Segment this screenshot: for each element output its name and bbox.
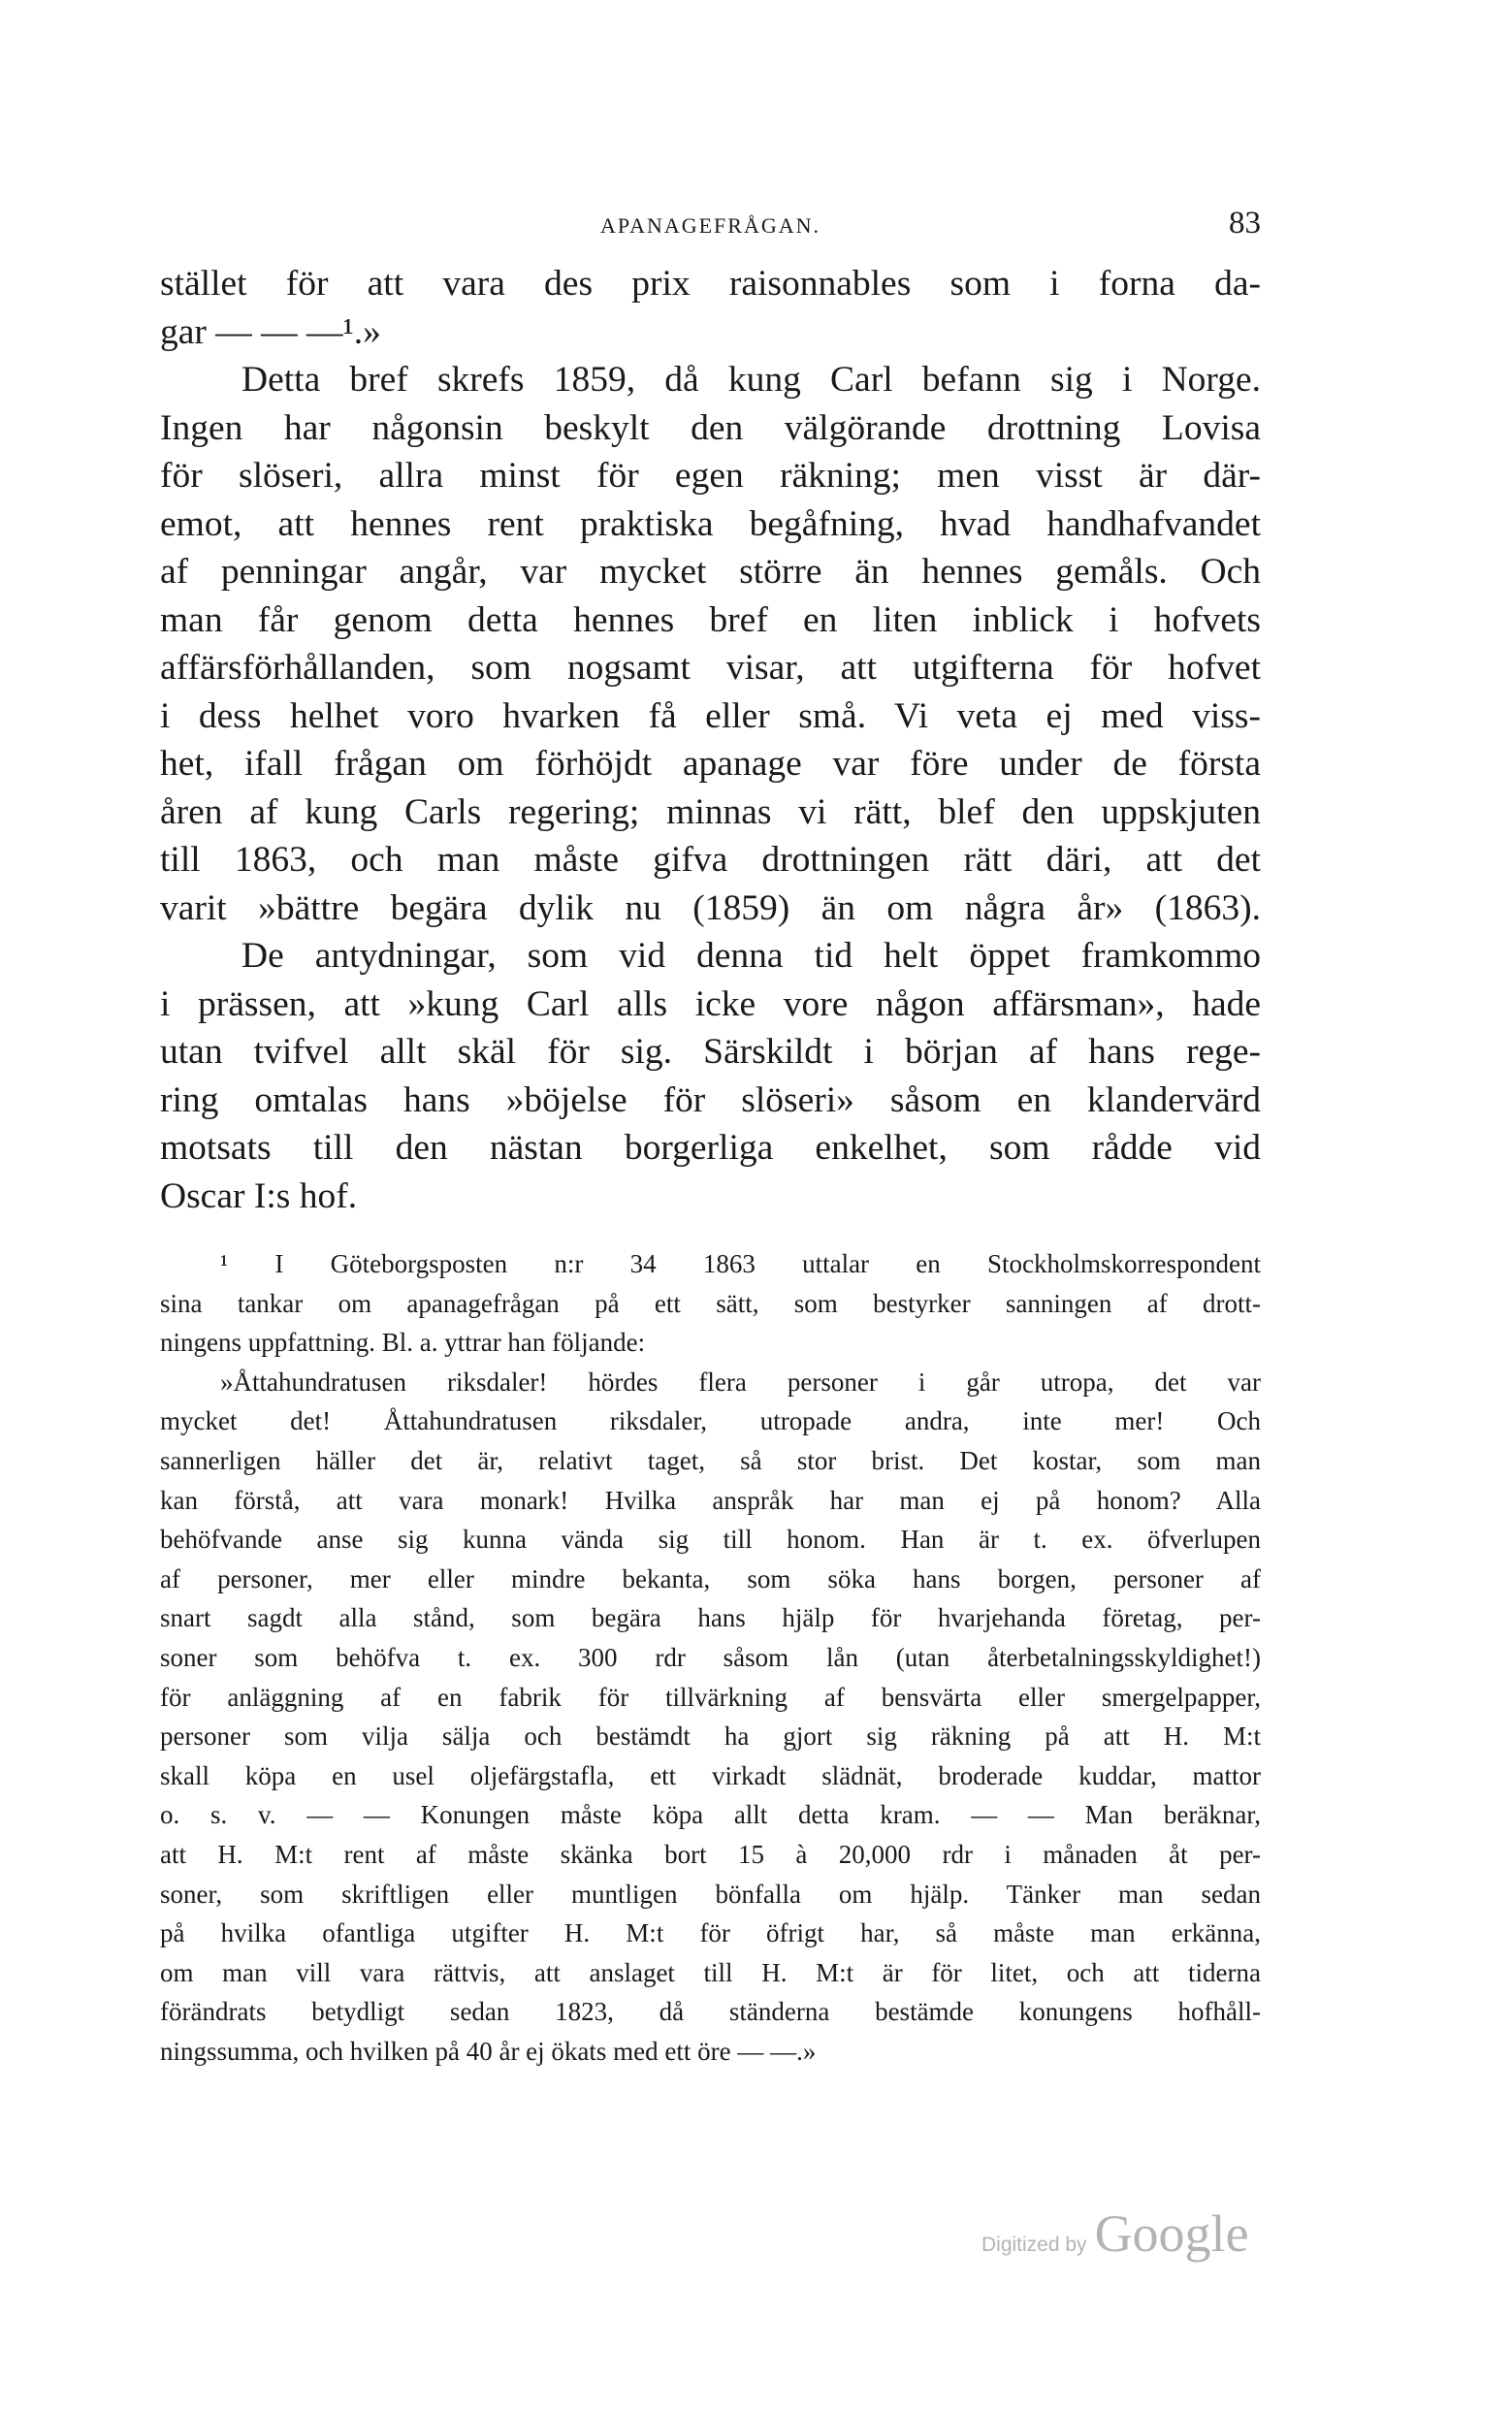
footnote-line: soner som behöfva t. ex. 300 rdr såsom lån (utan återbetalningsskyldighet!) [160, 1642, 1261, 1672]
text-line: för slöseri, allra minst för egen räkning; men visst är där- [160, 456, 1261, 496]
text-line: Ingen har någonsin beskylt den välgörande drottning Lovisa [160, 407, 1261, 448]
text-line: i dess helhet voro hvarken få eller små. Vi veta ej med viss- [160, 695, 1261, 736]
footnote-line: kan förstå, att vara monark! Hvilka anspråk har man ej på honom? Alla [160, 1485, 1261, 1515]
text-line: man får genom detta hennes bref en liten inblick i hofvets [160, 599, 1261, 640]
text-line: motsats till den nästan borgerliga enkelhet, som rådde vid [160, 1128, 1261, 1168]
text-line: Oscar I:s hof. [160, 1175, 358, 1216]
page-number: 83 [1229, 206, 1261, 241]
text-line: varit »bättre begära dylik nu (1859) än om några år» (1863). [160, 887, 1261, 928]
text-line: utan tvifvel allt skäl för sig. Särskildt i början af hans rege- [160, 1032, 1261, 1072]
footnote-line: sannerligen häller det är, relativt taget, så stor brist. Det kostar, som man [160, 1445, 1261, 1475]
main-text [160, 260, 1261, 1220]
footnote-line: om man vill vara rättvis, att anslaget till H. M:t är för litet, och att tiderna [160, 1957, 1261, 1987]
footnote [160, 1244, 1261, 2071]
digitized-watermark [981, 2204, 1249, 2271]
footnote-line: snart sagdt alla stånd, som begära hans hjälp för hvarjehanda företag, per- [160, 1603, 1261, 1633]
footnote-line: o. s. v. — — Konungen måste köpa allt detta kram. — — Man beräknar, [160, 1800, 1261, 1830]
footnote-line: att H. M:t rent af måste skänka bort 15 à 20,000 rdr i månaden åt per- [160, 1839, 1261, 1869]
running-title: APANAGEFRÅGAN. [599, 213, 821, 238]
footnote-line: sina tankar om apanagefrågan på ett sätt, som bestyrker sanningen af drott- [160, 1288, 1261, 1318]
footnote-line: skall köpa en usel oljefärgstafla, ett virkadt slädnät, broderade kuddar, mattor [160, 1760, 1261, 1790]
digitized-label: Digitized by [981, 2234, 1087, 2256]
text-line: emot, att hennes rent praktiska begåfning, hvad handhafvandet [160, 503, 1261, 544]
footnote-line: ningens uppfattning. Bl. a. yttrar han följande: [160, 1328, 646, 1358]
text-line: åren af kung Carls regering; minnas vi rätt, blef den uppskjuten [160, 791, 1261, 832]
text-line: gar — — —¹.» [160, 311, 381, 352]
text-line: i prässen, att »kung Carl alls icke vore någon affärsman», hade [160, 983, 1261, 1024]
text-line: af penningar angår, var mycket större än hennes gemåls. Och [160, 552, 1261, 592]
text-line: Detta bref skrefs 1859, då kung Carl befann sig i Norge. [241, 360, 1261, 400]
text-line: het, ifall frågan om förhöjdt apanage var före under de första [160, 744, 1261, 784]
text-line: till 1863, och man måste gifva drottningen rätt däri, att det [160, 840, 1261, 880]
footnote-line: förändrats betydligt sedan 1823, då ständerna bestämde konungens hofhåll- [160, 1997, 1261, 2027]
footnote-line: för anläggning af en fabrik för tillvärkning af bensvärta eller smergelpapper, [160, 1682, 1261, 1712]
footnote-line: mycket det! Åttahundratusen riksdaler, utropade andra, inte mer! Och [160, 1406, 1261, 1436]
footnote-line: på hvilka ofantliga utgifter H. M:t för öfrigt har, så måste man erkänna, [160, 1918, 1261, 1948]
footnote-line: personer som vilja sälja och bestämdt ha gjort sig räkning på att H. M:t [160, 1721, 1261, 1752]
footnote-line: »Åttahundratusen riksdaler! hördes flera personer i går utropa, det var [220, 1367, 1261, 1397]
text-line: De antydningar, som vid denna tid helt öppet framkommo [241, 936, 1261, 976]
page-header [160, 206, 1261, 244]
footnote-line: af personer, mer eller mindre bekanta, som söka hans borgen, personer af [160, 1563, 1261, 1593]
text-line: stället för att vara des prix raisonnables som i forna da- [160, 264, 1261, 304]
footnote-line: behöfvande anse sig kunna vända sig till honom. Han är t. ex. öfverlupen [160, 1525, 1261, 1555]
footnote-line: ¹ I Göteborgsposten n:r 34 1863 uttalar en Stockholmskorrespondent [220, 1249, 1261, 1278]
google-logo: Google [1094, 2204, 1249, 2263]
footnote-line: ningssumma, och hvilken på 40 år ej ökats med ett öre — —.» [160, 2036, 817, 2066]
footnote-line: soner, som skriftligen eller muntligen bönfalla om hjälp. Tänker man sedan [160, 1879, 1261, 1909]
text-line: affärsförhållanden, som nogsamt visar, att utgifterna för hofvet [160, 648, 1261, 688]
text-line: ring omtalas hans »böjelse för slöseri» såsom en klandervärd [160, 1079, 1261, 1120]
